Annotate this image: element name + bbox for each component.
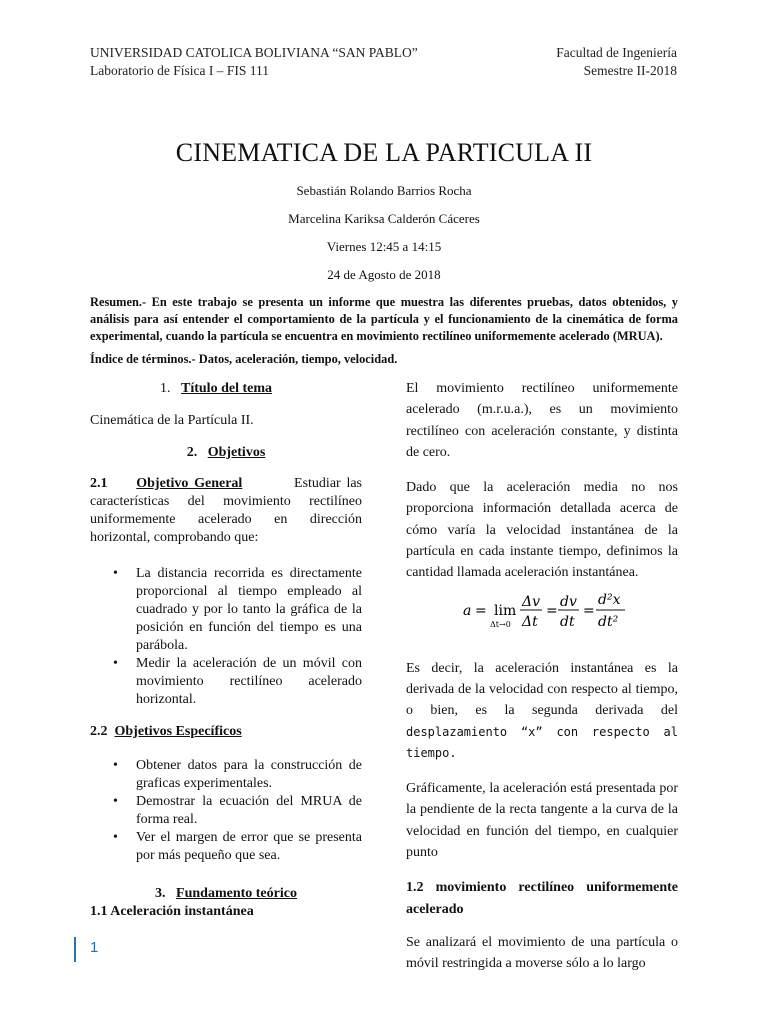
general-objective-list [90,565,362,709]
formula-equals: = [583,603,595,619]
right-column [406,378,678,975]
date: 24 de Agosto de 2018 [327,267,441,282]
document-title: CINEMATICA DE LA PARTICULA II [175,138,593,167]
author-2: Marcelina Kariksa Calderón Cáceres [288,211,480,226]
formula-a: a [463,603,472,619]
list-item: • Obtener datos para la construcción de graficas experimentales. [136,757,362,793]
list-item: • La distancia recorrida es directamente proporcional al tiempo empleado al cuadrado y por lo tanto la gráfica de la posición en función del tiempo es una parábola. [136,565,362,655]
instant-acceleration-paragraph: Dado que la aceleración media no nos proporciona información detallada acerca de cómo varía la velocidad instantánea de la partícula en cada instante tiempo, definimos la cantidad llamada aceleración instantánea. [406,480,678,581]
section-3-heading [90,885,362,903]
specific-objectives-list [90,757,362,865]
page-number: 1 [90,939,99,956]
formula-d3: dt² [598,614,619,630]
derivative-paragraph [406,658,678,764]
section-1-1-heading: 1.1 Aceleración instantánea [90,904,254,919]
section-2-2-title: Objetivos Específicos [114,724,242,739]
schedule: Viernes 12:45 a 14:15 [326,239,442,254]
section-3-title: Fundamento teórico [176,886,297,901]
left-column [90,380,362,921]
lab-course: Laboratorio de Física I – FIS 111 [90,63,269,78]
semester: Semestre II-2018 [583,63,677,78]
section-2-1-title: Objetivo General [136,476,243,491]
derivative-text: Es decir, la aceleración instantánea es la derivada de la velocidad con respecto al tiempo, o bien, es la segunda derivada del [406,660,678,719]
section-2-2-number: 2.2 [90,724,108,739]
list-item: • Medir la aceleración de un móvil con movimiento rectilíneo acelerado horizontal. [136,655,362,709]
section-2-title: Objetivos [207,445,266,460]
footer-rule [74,937,76,962]
section-3-number: 3. [155,886,166,901]
formula-equals: = [475,603,487,619]
list-item: • Ver el margen de error que se presenta por más pequeño que sea. [136,829,362,865]
formula-equals: = [546,603,558,619]
formula-d1: Δt [522,614,538,630]
section-2-heading [90,444,362,462]
university-name: UNIVERSIDAD CATOLICA BOLIVIANA “SAN PABLO” [90,45,418,60]
mrua-definition: El movimiento rectilíneo uniformemente acelerado (m.r.u.a.), es un movimiento rectilíneo con aceleración constante, y distinta de cero. [406,381,678,460]
header-left [90,44,418,80]
formula-lim-sub: Δt→0 [490,620,511,629]
section-2-2-heading [90,723,362,741]
formula-n1: Δv [522,594,541,610]
section-1-heading [90,380,362,398]
section-1-number: 1. [160,381,171,396]
list-item: • Demostrar la ecuación del MRUA de forma real. [136,793,362,829]
section-2-1-text: Estudiar las características del movimiento rectilíneo uniformemente acelerado en dirección horizontal, comprobando que: [90,476,363,545]
formula-lim: lim [494,603,517,619]
header-right [556,44,677,80]
formula-n2: dv [560,594,577,610]
author-1: Sebastián Rolando Barrios Rocha [296,183,472,198]
section-1-text: Cinemática de la Partícula II. [90,413,254,428]
section-2-1-paragraph [90,475,362,547]
formula-n3: d²x [598,592,621,608]
section-1-title: Título del tema [181,381,272,396]
derivative-text-mono: desplazamiento “x” con respecto al tiempo. [406,724,678,760]
section-2-number: 2. [186,445,198,460]
faculty: Facultad de Ingeniería [556,45,677,60]
abstract: Resumen.- En este trabajo se presenta un informe que muestra las diferentes pruebas, datos obtenidos, y análisis para así entender el comportamiento de la partícula y el funcionamiento de la cinemática de forma experimental, cuando la partícula se encuentra en movimiento rectilíneo uniformemente acelerado (MRUA). [90,295,678,343]
section-2-1-number: 2.1 [90,476,108,491]
section-1-2-heading: 1.2 movimiento rectilíneo uniformemente acelerado [406,880,678,917]
acceleration-formula [463,588,663,634]
formula-d2: dt [560,614,575,630]
section-1-2-text: Se analizará el movimiento de una partícula o móvil restringida a moverse sólo a lo largo [406,934,678,972]
index-terms: Índice de términos.- Datos, aceleración, tiempo, velocidad. [90,352,398,366]
graphical-paragraph: Gráficamente, la aceleración está presentada por la pendiente de la recta tangente a la curva de la velocidad en función del tiempo, en cualquier punto [406,781,678,861]
